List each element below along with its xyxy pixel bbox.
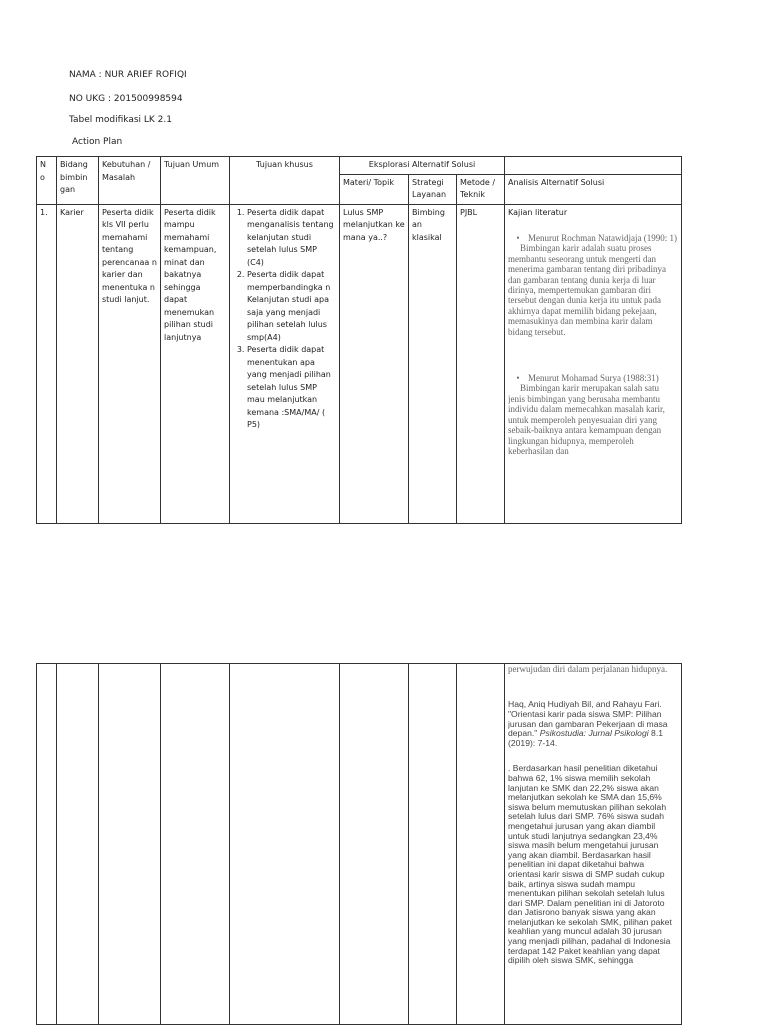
tujuan-khusus-item: 2. Peserta didik dapat memperbandingka n Kelanjutan studi apa saja yang menjadi pilihan setelah lulus smp(A4) [247,269,336,344]
cell-metode: PJBL [457,204,505,523]
header-no: N o [37,157,57,205]
tujuan-khusus-item: 3. Peserta didik dapat menentukan apa yang menjadi pilihan setelah lulus SMP mau melanjutkan kemana :SMA/MA/ ( P5) [247,344,336,432]
citation-journal: Psikostudia: Jurnal Psikologi [539,728,649,739]
cell-kebutuhan: Peserta didik kls VII perlu memahami tentang perencanaa n karier dan menentuka n studi lanjut. [99,204,161,523]
cell-analisis [505,204,682,523]
bullet-icon: • [516,233,520,243]
cell-tujuan-umum: Peserta didik mampu memahami kemampuan, minat dan bakatnya sehingga dapat menemukan pilihan studi lanjutnya [161,204,230,523]
cell-analisis-continued [505,664,682,1025]
header-action-plan: Action Plan [72,137,123,147]
action-plan-table [36,156,682,524]
header-tabel: Tabel modifikasi LK 2.1 [69,115,172,125]
citation [508,700,678,748]
header-eksplorasi: Eksplorasi Alternatif Solusi [340,157,505,175]
header-nama: NAMA : NUR ARIEF ROFIQI [69,70,187,80]
kajian-literatur: Kajian literatur [508,207,568,217]
continuation-table [36,663,682,1025]
table-row [37,664,682,1025]
header-strategi: Strategi Layanan [409,174,457,204]
header-tujuan-khusus: Tujuan khusus [230,157,340,205]
cell-materi: Lulus SMP melanjutkan ke mana ya..? [340,204,409,523]
cell-no: 1. [37,204,57,523]
ref2-author: Menurut Mohamad Surya (1988:31) [528,373,659,384]
ref1-author: Menurut Rochman Natawidjaja (1990: 1) [528,233,677,243]
header-materi: Materi/ Topik [340,174,409,204]
header-kebutuhan: Kebutuhan / Masalah [99,157,161,205]
cell-tujuan-khusus [230,204,340,523]
citation-plain: Haq, Aniq Hudiyah Bil, and Rahayu Fari. "Orientasi karir pada siswa SMP: Pilihan jurusan dan gambaran Pekerjaan di masa depan." [508,699,668,739]
cell-empty [340,664,409,1025]
cell-empty [409,664,457,1025]
tujuan-khusus-item: 1. Peserta didik dapat menganalisis tentang kelanjutan studi setelah lulus SMP (C4) [247,207,336,270]
research-finding: . Berdasarkan hasil penelitian diketahui bahwa 62, 1% siswa memilih sekolah lanjutan ke SMK dan 22,2% siswa akan melanjutkan sekolah ke SMA dan 15,6% siswa belum memutuskan pilihan sekolah setelah lulus dari SMP. 76% siswa sudah mengetahui jurusan yang akan diambil untuk studi lanjutnya sedangkan 23,4% siswa masih belum mengetahui jurusan yang akan diambil. Berdasarkan hasil penelitian ini dapat diketahui bahwa orientasi karir siswa di SMP sudah cukup baik, artinya siswa sudah mampu menentukan pilihan sekolah setelah lulus dari SMP. Dalam penelitian ini di Jatoroto dan Jatisrono banyak siswa yang akan melanjutkan ke sekolah SMK, pilihan paket keahlian yang muncul adalah 30 jurusan yang menjadi pilihan, padahal di Indonesia terdapat 142 Paket keahlian yang dapat dipilih oleh siswa SMK, sehingga [508,763,672,966]
cell-empty [230,664,340,1025]
continuation-text: perwujudan diri dalam perjalanan hidupnya. [508,664,668,674]
header-tujuan-umum: Tujuan Umum [161,157,230,205]
header-metode: Metode / Teknik [457,174,505,204]
cell-strategi: Bimbing an klasikal [409,204,457,523]
cell-bidang: Karier [57,204,99,523]
cell-empty [161,664,230,1025]
cell-empty [457,664,505,1025]
cell-empty [57,664,99,1025]
ref1-text: Bimbingan karir adalah suatu proses membantu seseorang untuk mengerti dan menerima gambaran tentang diri pribadinya dan gambaran tentang dunia kerja di luar dirinya, mempertemukan gambaran diri tersebut dengan dunia kerja itu untuk pada akhirnya dapat memilih bidang pekejaan, memasukinya dan membina karir dalam bidang tersebut. [508,243,666,337]
cell-empty [99,664,161,1025]
cell-empty [37,664,57,1025]
header-bidang: Bidang bimbin gan [57,157,99,205]
citation-tail: 8.1 (2019): 7-14. [508,728,663,748]
header-analisis: Analisis Alternatif Solusi [505,174,682,204]
ref2-text: Bimbingan karir merupakan salah satu jenis bimbingan yang berusaha membantu individu dalam memecahkan masalah karir, untuk memperoleh penyesuaian diri yang sebaik-baiknya antara kemampuan dengan lingkungan hidupnya, memperoleh keberhasilan dan [508,383,665,456]
bullet-icon: • [516,373,520,384]
header-no-ukg: NO UKG : 201500998594 [69,94,183,104]
table-row [37,204,682,523]
header-blank [505,157,682,175]
